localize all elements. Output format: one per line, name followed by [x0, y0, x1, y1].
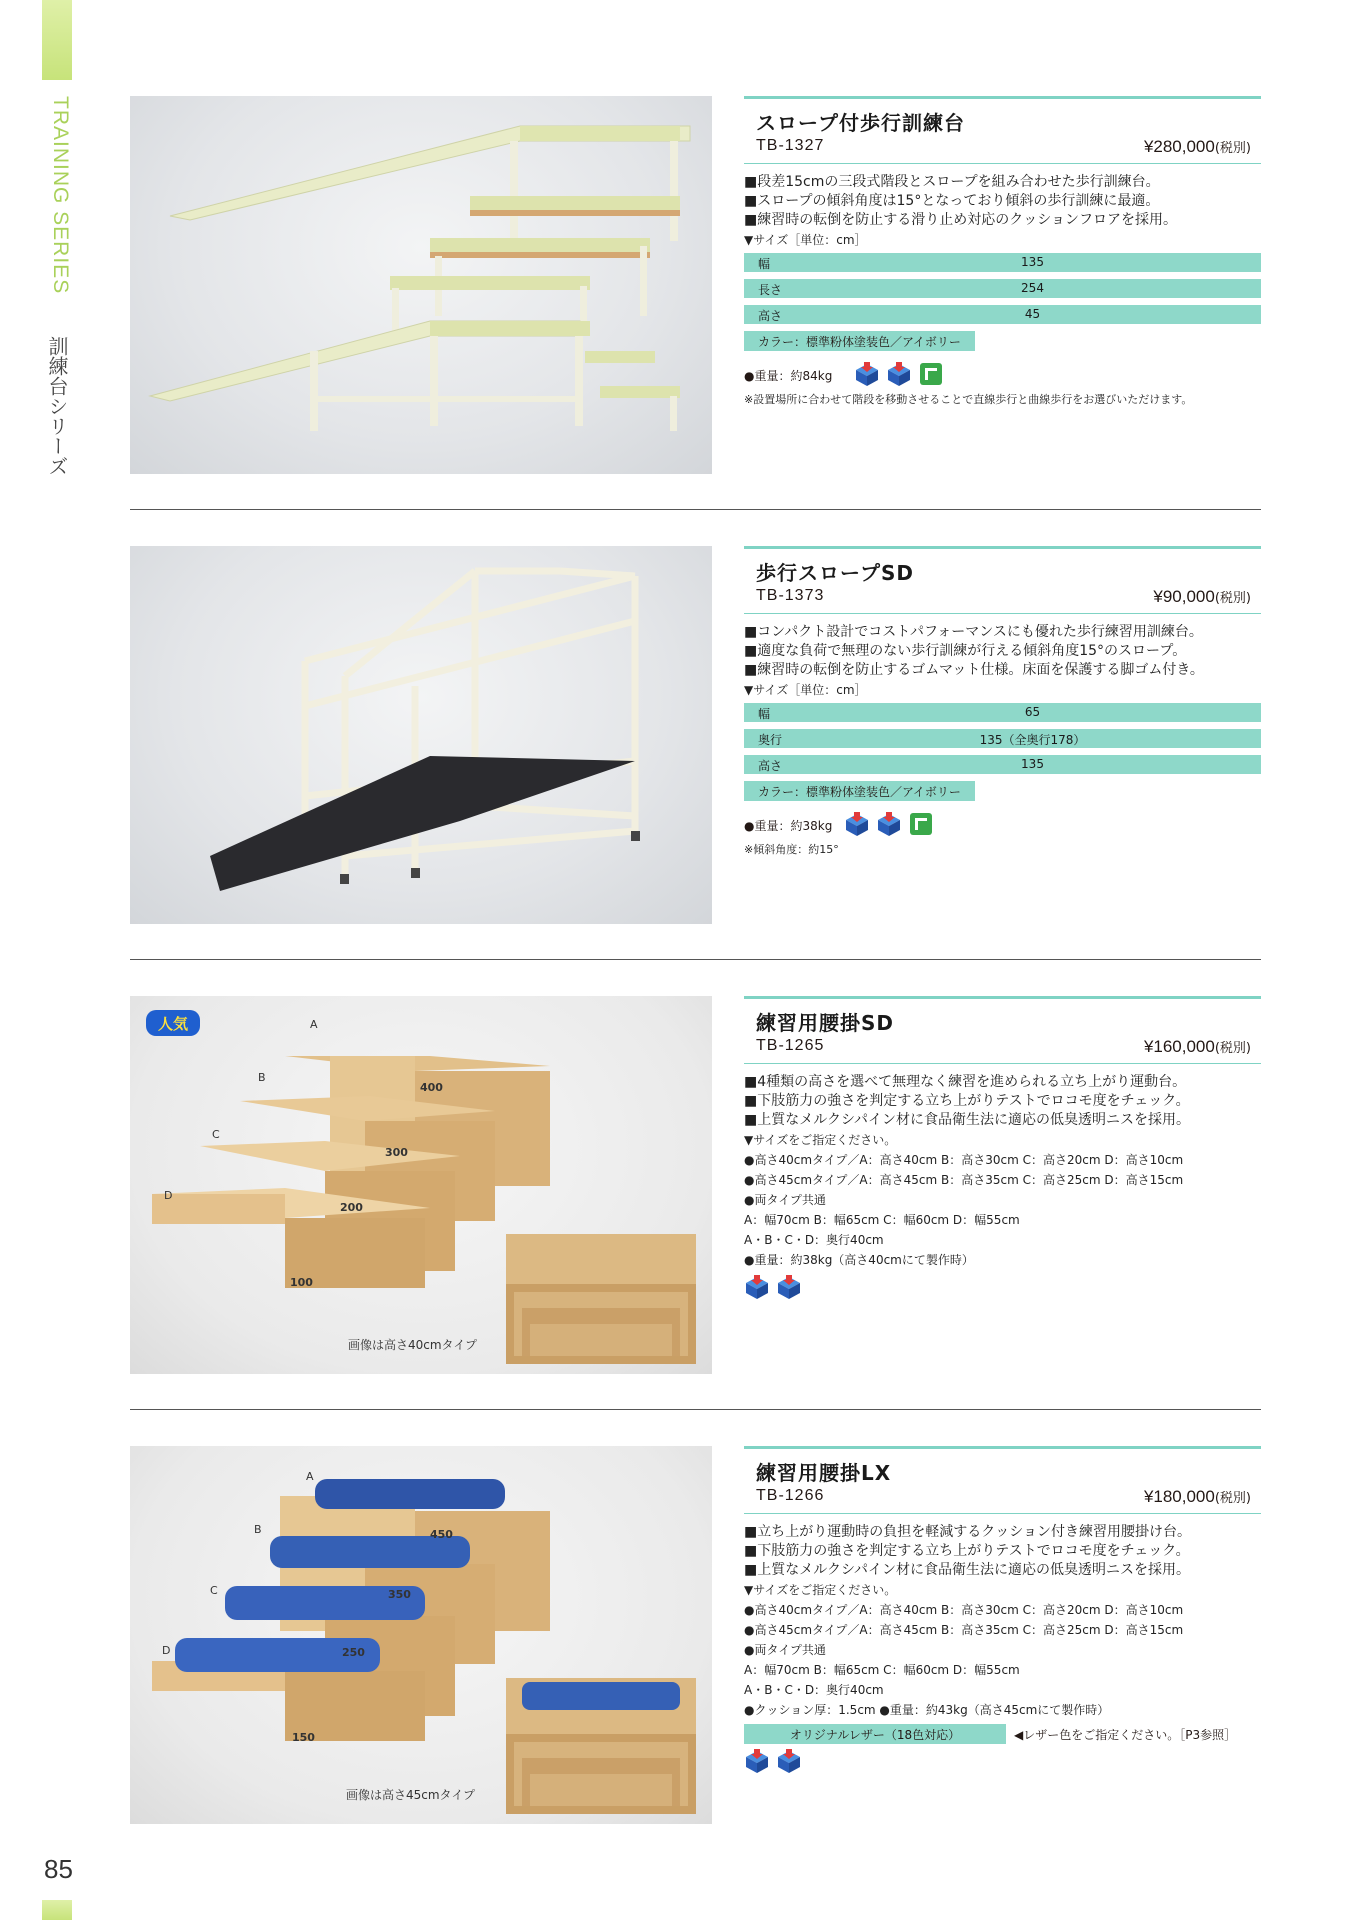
product-info [744, 546, 1261, 857]
large-item-icon [918, 361, 944, 387]
product-photo [130, 546, 712, 924]
size-letter: A [306, 1470, 314, 1483]
delivery-icon [776, 1748, 802, 1774]
assembly-required-icon [854, 361, 880, 387]
page-number: 85 [44, 1854, 73, 1884]
product-card [130, 996, 1261, 1376]
box-label: 450 [430, 1528, 453, 1541]
box-label: 100 [290, 1276, 313, 1289]
box-label: 400 [420, 1081, 443, 1094]
product-photo [130, 96, 712, 474]
product-price: ¥280,000(税別) [1143, 137, 1251, 156]
size-table [744, 703, 1261, 774]
product-note: ※傾斜角度：約15° [744, 843, 839, 856]
product-info [744, 996, 1261, 1304]
size-letter: C [210, 1584, 218, 1597]
weight: ●重量：約38kg [744, 819, 833, 833]
sidebar-accent-bar-bottom [42, 1900, 72, 1920]
product-card [130, 546, 1261, 926]
size-label: ▼サイズ［単位：cm］ [744, 683, 867, 697]
large-item-icon [908, 811, 934, 837]
product-photo [130, 1446, 712, 1824]
size-row: 奥行 135（全奥行178） [744, 729, 1261, 748]
product-description: ■段差15cmの三段式階段とスロープを組み合わせた歩行訓練台。 ■スロープの傾斜角度は15°となっており傾斜の歩行訓練に最適。 ■練習時の転倒を防止する滑り止め対応のクッションフロアを採用。 [744, 174, 1177, 228]
color-label: カラー：標準粉体塗装色／アイボリー [744, 331, 975, 351]
size-row: 高さ 135 [744, 755, 1261, 774]
size-letter: A [310, 1018, 318, 1031]
size-letter: C [212, 1128, 220, 1141]
product-info [744, 96, 1261, 407]
delivery-icon [876, 811, 902, 837]
box-label: 200 [340, 1201, 363, 1214]
product-description: ■コンパクト設計でコストパフォーマンスにも優れた歩行練習用訓練台。 ■適度な負荷で無理のない歩行訓練が行える傾斜角度15°のスロープ。 ■練習時の転倒を防止するゴムマット仕様。床面を保護する脚ゴム付き。 [744, 624, 1204, 678]
size-row: 高さ 45 [744, 305, 1261, 324]
popular-badge: 人気 [157, 1015, 189, 1033]
product-price: ¥160,000(税別) [1143, 1037, 1251, 1056]
product-note: ※設置場所に合わせて階段を移動させることで直線歩行と曲線歩行をお選びいただけます。 [744, 393, 1193, 406]
size-letter: D [162, 1644, 171, 1657]
spec-lines: ▼サイズをご指定ください。 ●高さ40cmタイプ／A：高さ40cm B：高さ30cm C：高さ20cm D：高さ10cm ●高さ45cmタイプ／A：高さ45cm B：高さ35cm C：高さ25cm D：高さ15cm ●両タイプ共通 A：幅70cm B：幅65cm C：幅60cm D：幅55cm A・B・C・D：奥行40cm ●重量：約38kg（高さ40cmにて製作時） [744, 1133, 1184, 1267]
size-table [744, 253, 1261, 324]
color-label: カラー：標準粉体塗装色／アイボリー [744, 781, 975, 801]
series-title: TRAINING SERIES [49, 96, 72, 295]
leather-option: オリジナルレザー（18色対応） [744, 1724, 1006, 1744]
delivery-icon [776, 1274, 802, 1300]
photo-caption: 画像は高さ40cmタイプ [348, 1338, 477, 1352]
size-letter: B [258, 1071, 266, 1084]
assembly-required-icon [744, 1274, 770, 1300]
weight: ●重量：約84kg [744, 369, 833, 383]
product-price: ¥90,000(税別) [1153, 587, 1251, 606]
product-info [744, 1446, 1261, 1778]
product-name: 練習用腰掛LX [756, 1461, 892, 1485]
box-label: 150 [292, 1731, 315, 1744]
product-photo [130, 996, 712, 1374]
section-divider [130, 959, 1261, 960]
sidebar-accent-bar-top [42, 0, 72, 80]
size-letter: D [164, 1189, 173, 1202]
product-name: 練習用腰掛SD [756, 1011, 895, 1035]
size-label: ▼サイズ［単位：cm］ [744, 233, 867, 247]
product-card [130, 96, 1261, 476]
photo-caption: 画像は高さ45cmタイプ [346, 1788, 475, 1802]
product-card [130, 1446, 1261, 1826]
product-name: スロープ付歩行訓練台 [756, 111, 965, 135]
series-title-jp: 訓練台シリーズ [45, 336, 69, 476]
size-row: 幅 65 [744, 703, 1261, 722]
box-label: 300 [385, 1146, 408, 1159]
product-name: 歩行スロープSD [756, 561, 915, 585]
section-divider [130, 1409, 1261, 1410]
product-price: ¥180,000(税別) [1143, 1487, 1251, 1506]
box-label: 350 [388, 1588, 411, 1601]
assembly-required-icon [844, 811, 870, 837]
leather-note: ◀レザー色をご指定ください。［P3参照］ [1014, 1728, 1237, 1742]
product-description: ■立ち上がり運動時の負担を軽減するクッション付き練習用腰掛け台。 ■下肢筋力の強さを判定する立ち上がりテストでロコモ度をチェック。 ■上質なメルクシパイン材に食品衛生法に適応の低臭透明ニスを採用。 [744, 1524, 1191, 1578]
box-label: 250 [342, 1646, 365, 1659]
product-description: ■4種類の高さを選べて無理なく練習を進められる立ち上がり運動台。 ■下肢筋力の強さを判定する立ち上がりテストでロコモ度をチェック。 ■上質なメルクシパイン材に食品衛生法に適応の低臭透明ニスを採用。 [744, 1074, 1190, 1128]
product-code: TB-1266 [756, 1487, 825, 1504]
product-code: TB-1265 [756, 1037, 825, 1054]
product-code: TB-1327 [756, 137, 825, 154]
product-code: TB-1373 [756, 587, 825, 604]
section-divider [130, 509, 1261, 510]
size-letter: B [254, 1523, 262, 1536]
delivery-icon [886, 361, 912, 387]
spec-lines: ▼サイズをご指定ください。 ●高さ40cmタイプ／A：高さ40cm B：高さ30cm C：高さ20cm D：高さ10cm ●高さ45cmタイプ／A：高さ45cm B：高さ35cm C：高さ25cm D：高さ15cm ●両タイプ共通 A：幅70cm B：幅65cm C：幅60cm D：幅55cm A・B・C・D：奥行40cm ●クッション厚：1.5cm ●重量：約43kg（高さ45cmにて製作時） [744, 1583, 1184, 1717]
size-row: 幅 135 [744, 253, 1261, 272]
assembly-required-icon [744, 1748, 770, 1774]
size-row: 長さ 254 [744, 279, 1261, 298]
